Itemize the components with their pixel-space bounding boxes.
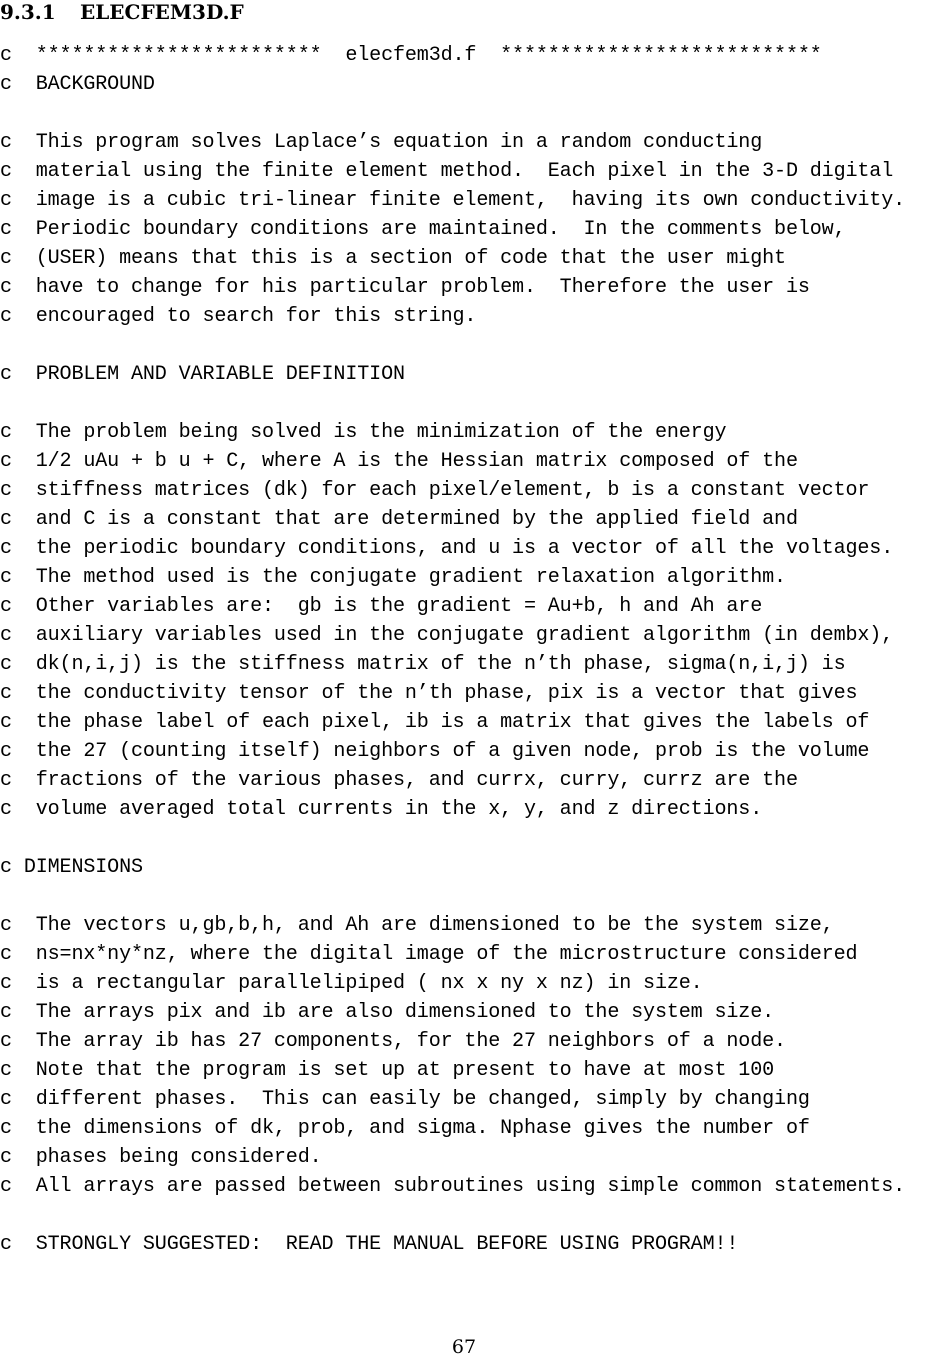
code-line: c STRONGLY SUGGESTED: READ THE MANUAL BEFORE USING PROGRAM!! bbox=[0, 1233, 739, 1256]
code-line: c phases being considered. bbox=[0, 1146, 322, 1169]
section-title: ELECFEM3D.F bbox=[80, 0, 244, 24]
code-line: c The array ib has 27 components, for the 27 neighbors of a node. bbox=[0, 1030, 786, 1053]
page-number: 67 bbox=[451, 1336, 477, 1358]
code-line: c the periodic boundary conditions, and u is a vector of all the voltages. bbox=[0, 537, 894, 560]
code-line: c fractions of the various phases, and currx, curry, currz are the bbox=[0, 769, 798, 792]
code-line: c and C is a constant that are determined by the applied field and bbox=[0, 508, 798, 531]
code-line: c 1/2 uAu + b u + C, where A is the Hessian matrix composed of the bbox=[0, 450, 798, 473]
code-line bbox=[0, 1201, 928, 1230]
code-line bbox=[0, 824, 928, 853]
code-line: c dk(n,i,j) is the stiffness matrix of the n’th phase, sigma(n,i,j) is bbox=[0, 653, 846, 676]
code-line: c Note that the program is set up at present to have at most 100 bbox=[0, 1059, 775, 1082]
code-line: c auxiliary variables used in the conjugate gradient algorithm (in dembx), bbox=[0, 624, 894, 647]
code-line: c volume averaged total currents in the x, y, and z directions. bbox=[0, 798, 763, 821]
section-number: 9.3.1 bbox=[0, 0, 56, 24]
code-line: c The arrays pix and ib are also dimensioned to the system size. bbox=[0, 1001, 775, 1024]
code-line: c The vectors u,gb,b,h, and Ah are dimensioned to be the system size, bbox=[0, 914, 834, 937]
code-line: c the dimensions of dk, prob, and sigma. Nphase gives the number of bbox=[0, 1117, 810, 1140]
code-line: c image is a cubic tri-linear finite element, having its own conductivity. bbox=[0, 189, 906, 212]
code-line: c All arrays are passed between subroutines using simple common statements. bbox=[0, 1175, 906, 1198]
code-line: c The problem being solved is the minimization of the energy bbox=[0, 421, 727, 444]
code-line: c ************************ elecfem3d.f *************************** bbox=[0, 44, 822, 67]
code-line: c the phase label of each pixel, ib is a matrix that gives the labels of bbox=[0, 711, 870, 734]
code-line: c encouraged to search for this string. bbox=[0, 305, 477, 328]
code-line: c ns=nx*ny*nz, where the digital image of the microstructure considered bbox=[0, 943, 858, 966]
code-line: c Periodic boundary conditions are maintained. In the comments below, bbox=[0, 218, 846, 241]
code-line: c PROBLEM AND VARIABLE DEFINITION bbox=[0, 363, 405, 386]
code-line: c the conductivity tensor of the n’th phase, pix is a vector that gives bbox=[0, 682, 858, 705]
code-line: c This program solves Laplace’s equation in a random conducting bbox=[0, 131, 763, 154]
code-line: c material using the finite element method. Each pixel in the 3-D digital bbox=[0, 160, 894, 183]
code-line: c is a rectangular parallelipiped ( nx x ny x nz) in size. bbox=[0, 972, 703, 995]
code-line: c the 27 (counting itself) neighbors of a given node, prob is the volume bbox=[0, 740, 870, 763]
code-line: c stiffness matrices (dk) for each pixel/element, b is a constant vector bbox=[0, 479, 870, 502]
code-line bbox=[0, 99, 928, 128]
code-line: c BACKGROUND bbox=[0, 73, 155, 96]
code-line: c The method used is the conjugate gradient relaxation algorithm. bbox=[0, 566, 786, 589]
code-line bbox=[0, 331, 928, 360]
code-line: c different phases. This can easily be changed, simply by changing bbox=[0, 1088, 810, 1111]
code-line bbox=[0, 389, 928, 418]
code-line: c (USER) means that this is a section of code that the user might bbox=[0, 247, 786, 270]
code-line: c DIMENSIONS bbox=[0, 856, 143, 879]
code-line: c Other variables are: gb is the gradient = Au+b, h and Ah are bbox=[0, 595, 763, 618]
code-line: c have to change for his particular problem. Therefore the user is bbox=[0, 276, 810, 299]
section-heading bbox=[0, 0, 244, 24]
code-line bbox=[0, 882, 928, 911]
code-listing bbox=[0, 41, 928, 1259]
